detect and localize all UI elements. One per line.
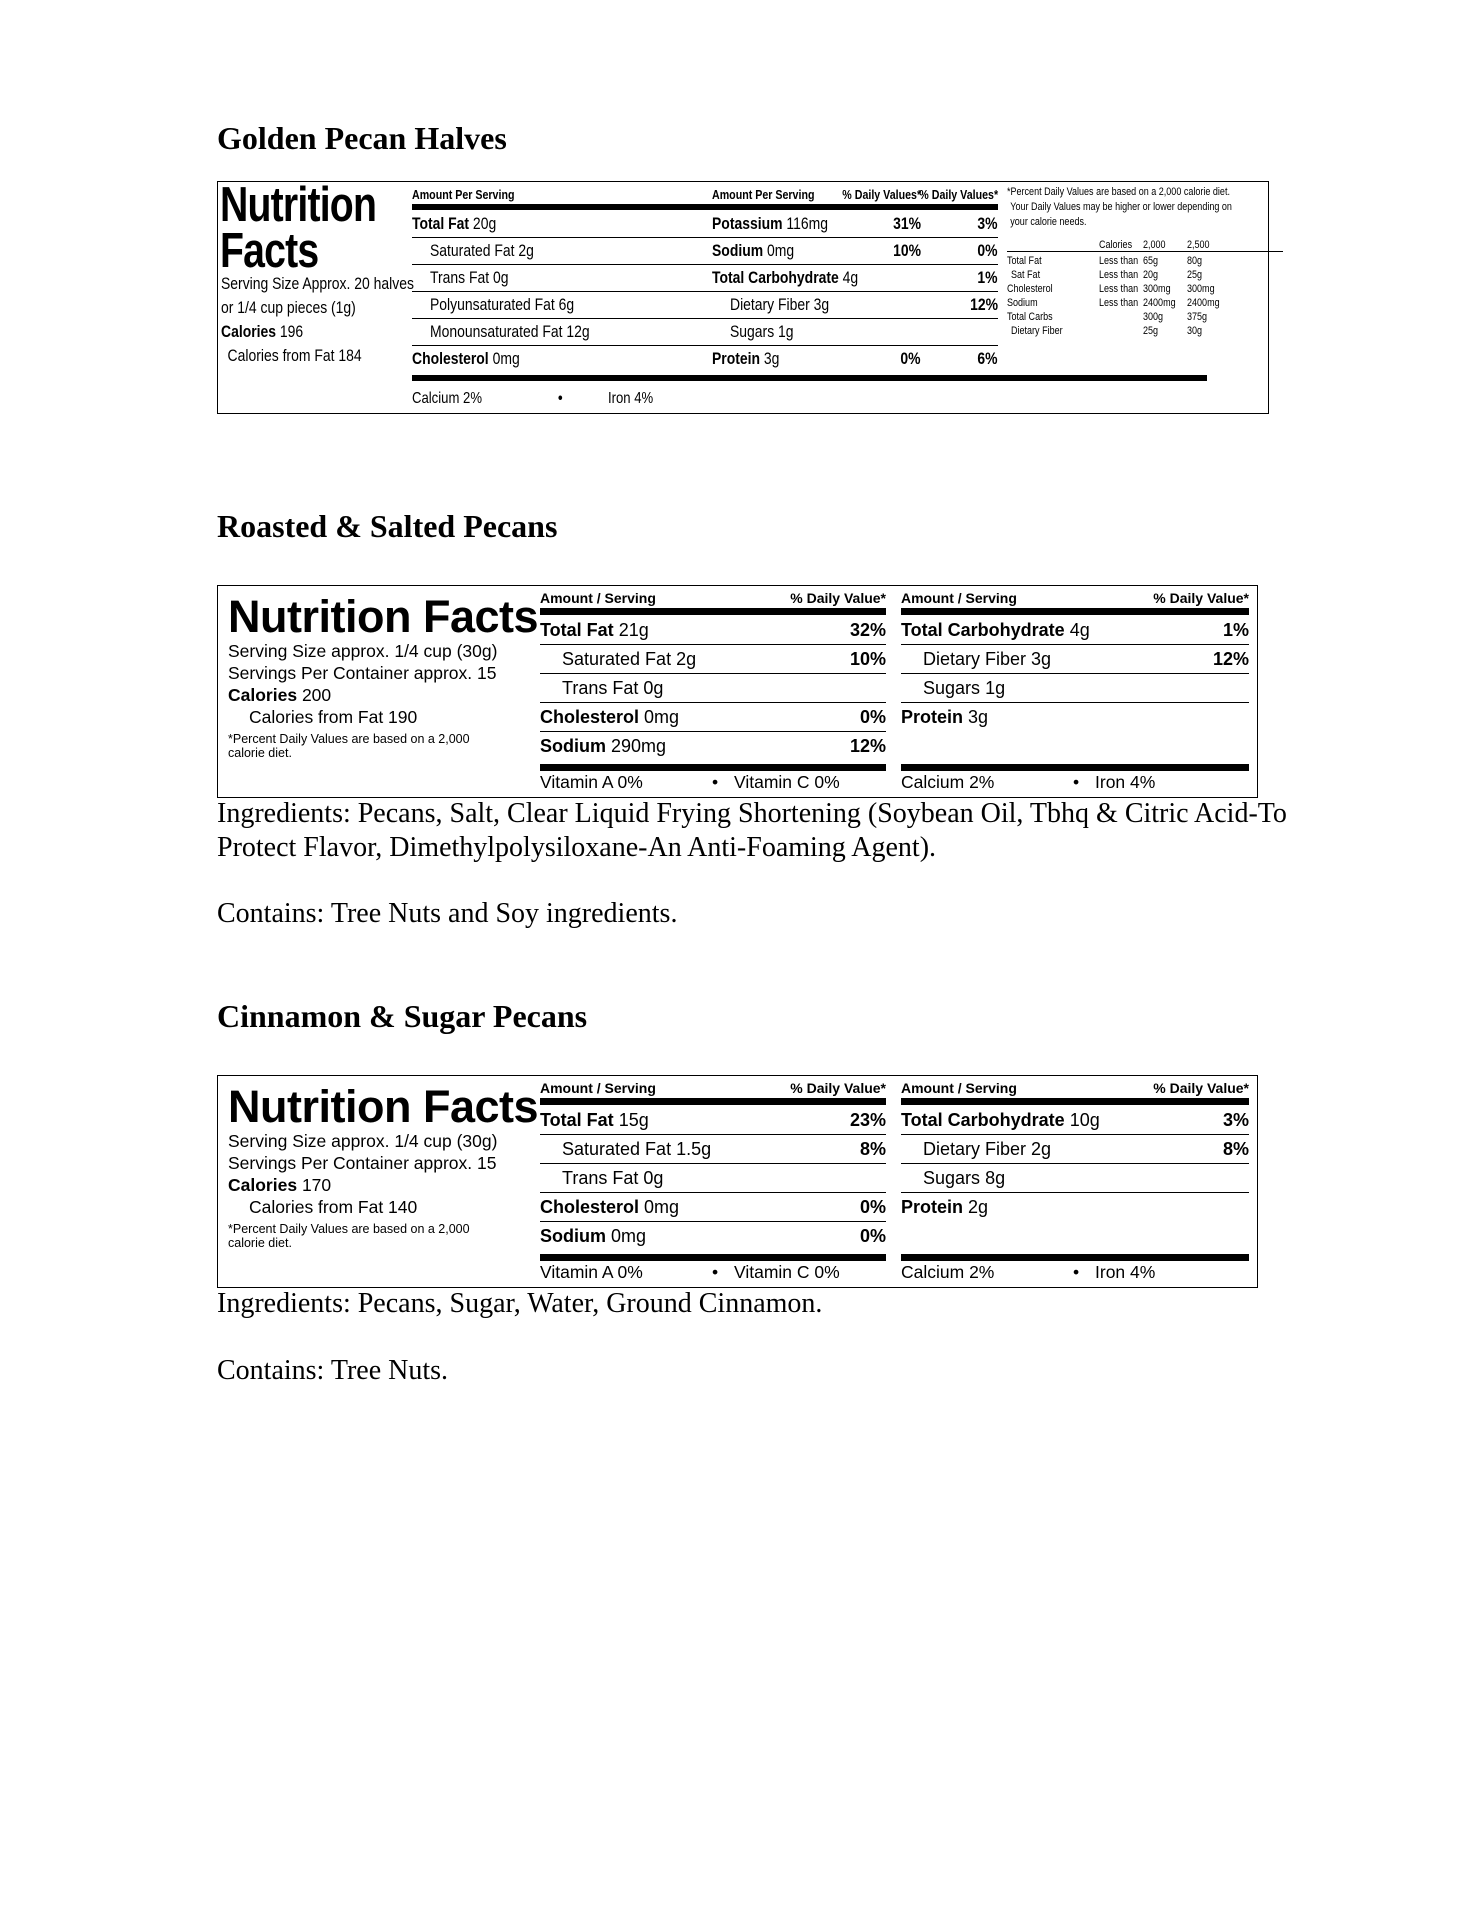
nutrient-row: Cholesterol 0mg 0% <box>540 1192 886 1222</box>
calories: Calories 200 <box>228 685 332 705</box>
nutrient-row: Protein 3g <box>901 707 989 727</box>
nutrient-column-left <box>540 586 886 797</box>
serving-size: Serving Size approx. 1/4 cup (30g) <box>228 641 498 661</box>
column-header: Amount / Serving % Daily Value* <box>901 1080 1249 1096</box>
serving-size: or 1/4 cup pieces (1g) <box>221 298 356 317</box>
thick-rule <box>540 608 886 615</box>
serving-size: Serving Size Approx. 20 halves <box>221 274 414 293</box>
bullet-separator: • <box>712 1262 719 1282</box>
thick-rule <box>901 1098 1249 1105</box>
vitamin-a-value: Vitamin A 0% <box>540 1262 643 1282</box>
label-title: Nutrition Facts <box>228 591 539 642</box>
daily-value-footnote: *Percent Daily Values are based on a 2,000 calorie diet. <box>228 1222 470 1250</box>
bullet-separator: • <box>1073 1262 1080 1282</box>
nutrition-facts-label <box>217 585 1258 798</box>
nutrient-column-left <box>540 1076 886 1287</box>
serving-info <box>221 272 414 368</box>
iron-value: Iron 4% <box>608 390 654 407</box>
column-header: Amount / Serving % Daily Value* <box>540 590 886 606</box>
ingredients-text: Ingredients: Pecans, Salt, Clear Liquid Frying Shortening (Soybean Oil, Tbhq & Citric Acid-To Protect Flavor, Dimethylpolysiloxane-An Anti-Foaming Agent). <box>217 798 1287 863</box>
nutrient-row: Total Carbohydrate 4g 1% <box>901 615 1249 645</box>
nutrient-row: Monounsaturated Fat 12g <box>412 318 921 346</box>
calories-from-fat: Calories from Fat 190 <box>249 707 418 727</box>
thick-rule <box>901 608 1249 615</box>
nutrient-column-right <box>901 586 1249 797</box>
contains-text: Contains: Tree Nuts. <box>217 1355 449 1386</box>
nutrient-row: Dietary Fiber 2g 8% <box>901 1134 1249 1164</box>
nutrient-row: Sugars 8g <box>901 1163 1249 1193</box>
calories-from-fat: Calories from Fat 184 <box>227 346 362 365</box>
calcium-value: Calcium 2% <box>901 772 995 792</box>
nutrient-row: Total Fat 21g 32% <box>540 615 886 645</box>
serving-info <box>228 1130 497 1250</box>
bullet-separator: • <box>712 772 719 792</box>
nutrient-row: Trans Fat 0g <box>412 264 921 292</box>
nutrient-row: Dietary Fiber 3g 12% <box>901 644 1249 674</box>
nutrient-row: Saturated Fat 2g 10% <box>412 237 921 265</box>
product-heading: Cinnamon & Sugar Pecans <box>217 998 588 1034</box>
nutrient-row: Total Carbohydrate 4g 1% <box>712 264 998 292</box>
thick-rule <box>901 1254 1249 1261</box>
column-header: Amount Per Serving % Daily Values* <box>412 187 921 202</box>
nutrient-row: Saturated Fat 1.5g 8% <box>540 1134 886 1164</box>
iron-value: Iron 4% <box>1095 772 1156 792</box>
label-title: Nutrition Facts <box>228 1081 539 1132</box>
serving-info <box>228 640 497 760</box>
daily-value-table: Calories 2,000 2,500 Total Fat Less than 65g 80g Sat Fat Less than 20g 25g Cholesterol Less than 300mg 300mg Sodium Less than 2400mg 2400mg Total Carbs 300g 375g Dietary Fiber 25g 30g <box>1007 238 1269 324</box>
thick-rule <box>540 1098 886 1105</box>
label-title-line: Facts <box>220 224 319 278</box>
product-heading: Golden Pecan Halves <box>217 120 507 156</box>
thick-rule <box>901 764 1249 771</box>
thick-rule <box>540 764 886 771</box>
vitamin-a-value: Vitamin A 0% <box>540 772 643 792</box>
calcium-value: Calcium 2% <box>901 1262 995 1282</box>
vitamin-c-value: Vitamin C 0% <box>734 1262 840 1282</box>
column-header: Amount Per Serving % Daily Values* <box>712 187 998 202</box>
nutrition-facts-label <box>217 178 1269 414</box>
nutrient-row: Total Carbohydrate 10g 3% <box>901 1105 1249 1135</box>
nutrient-column-right <box>901 1076 1249 1287</box>
nutrition-facts-label <box>217 1075 1258 1288</box>
bullet-separator: • <box>1073 772 1080 792</box>
nutrient-row: Cholesterol 0mg 0% <box>412 349 921 368</box>
servings-per-container: Servings Per Container approx. 15 <box>228 1153 497 1173</box>
contains-text: Contains: Tree Nuts and Soy ingredients. <box>217 898 678 929</box>
nutrient-row: Protein 2g <box>901 1197 989 1217</box>
nutrient-row: Polyunsaturated Fat 6g <box>412 291 921 319</box>
calcium-value: Calcium 2% <box>412 390 482 407</box>
nutrient-row: Cholesterol 0mg 0% <box>540 702 886 732</box>
label-title-line: Nutrition <box>220 178 377 232</box>
calories: Calories 170 <box>228 1175 332 1195</box>
nutrient-row: Potassium 116mg 3% <box>712 210 998 238</box>
column-header: Amount / Serving % Daily Value* <box>540 1080 886 1096</box>
vitamin-c-value: Vitamin C 0% <box>734 772 840 792</box>
bullet-separator: • <box>558 390 563 407</box>
nutrient-row: Sugars 1g <box>712 318 998 346</box>
daily-value-footnote: *Percent Daily Values are based on a 2,000 calorie diet. Your Daily Values may be higher or lower depending on your calorie needs. <box>1007 186 1232 228</box>
nutrient-row: Trans Fat 0g <box>540 1163 886 1193</box>
nutrient-column-right <box>712 182 998 413</box>
nutrient-row: Sugars 1g <box>901 673 1249 703</box>
product-heading: Roasted & Salted Pecans <box>217 508 558 544</box>
nutrient-row: Sodium 0mg 0% <box>712 237 998 265</box>
label-title <box>220 178 377 278</box>
nutrient-row: Sodium 0mg 0% <box>540 1226 886 1246</box>
thick-rule <box>540 1254 886 1261</box>
column-header: Amount / Serving % Daily Value* <box>901 590 1249 606</box>
daily-value-footnote: *Percent Daily Values are based on a 2,000 calorie diet. <box>228 732 470 760</box>
calories: Calories 196 <box>221 322 304 341</box>
nutrient-row: Protein 3g 6% <box>712 349 998 368</box>
iron-value: Iron 4% <box>1095 1262 1156 1282</box>
servings-per-container: Servings Per Container approx. 15 <box>228 663 497 683</box>
serving-size: Serving Size approx. 1/4 cup (30g) <box>228 1131 498 1151</box>
nutrient-row: Saturated Fat 2g 10% <box>540 644 886 674</box>
nutrient-row: Trans Fat 0g <box>540 673 886 703</box>
nutrient-row: Dietary Fiber 3g 12% <box>712 291 998 319</box>
nutrient-row: Total Fat 15g 23% <box>540 1105 886 1135</box>
nutrient-row: Sodium 290mg 12% <box>540 736 886 756</box>
calories-from-fat: Calories from Fat 140 <box>249 1197 418 1217</box>
ingredients-text: Ingredients: Pecans, Sugar, Water, Ground Cinnamon. <box>217 1288 823 1319</box>
nutrient-row: Total Fat 20g 31% <box>412 210 921 238</box>
